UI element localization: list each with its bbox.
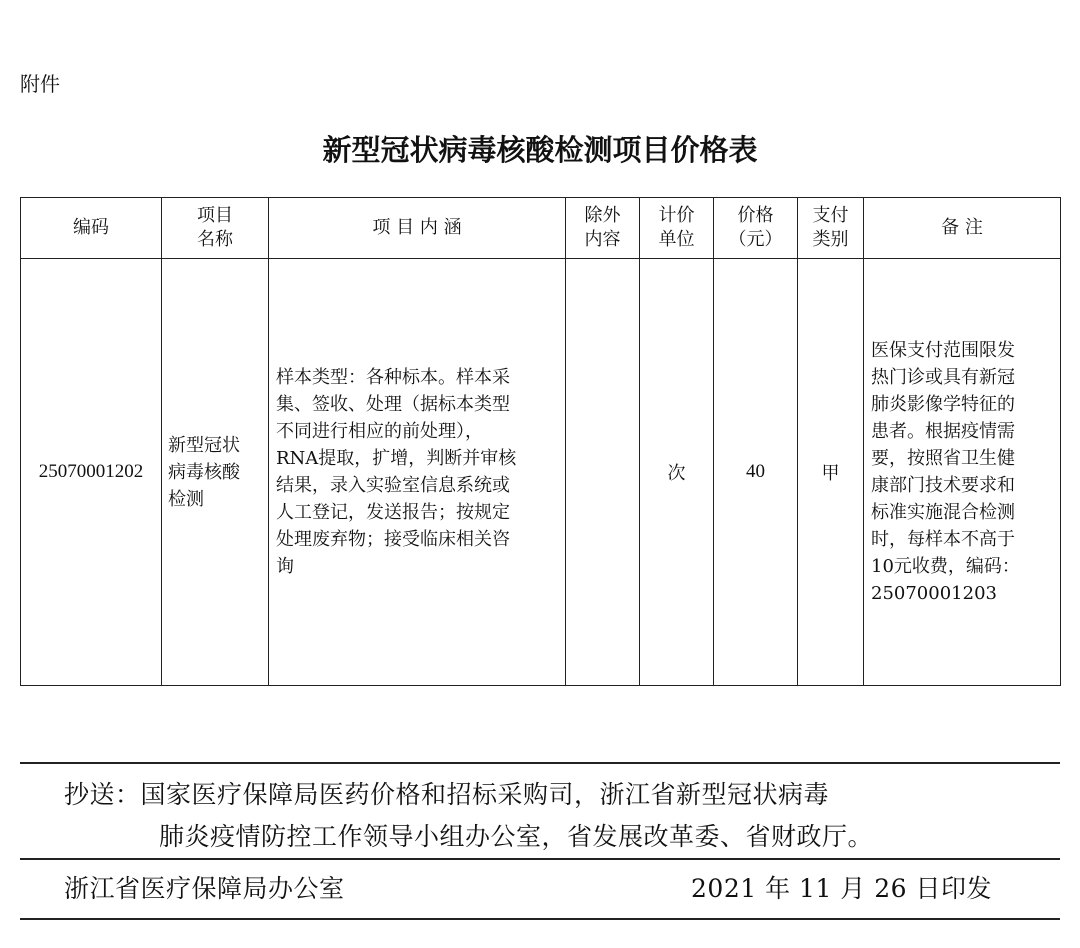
issuer: 浙江省医疗保障局办公室 xyxy=(64,874,345,903)
issue-date: 2021 年 11 月 26 日印发 xyxy=(691,874,992,903)
divider-bottom xyxy=(20,918,1060,920)
cell-code: 25070001202 xyxy=(21,259,162,686)
divider-top xyxy=(20,762,1060,764)
divider-middle xyxy=(20,858,1060,860)
cell-name: 新型冠状 病毒核酸 检测 xyxy=(162,259,269,686)
header-remarks: 备 注 xyxy=(864,198,1061,259)
cell-content: 样本类型：各种标本。样本采 集、签收、处理（据标本类型 不同进行相应的前处理）， RNA提取，扩增，判断并审核 结果，录入实验室信息系统或 人工登记，发送报告；按规定 处理废弃物；接受临床相关咨 询 xyxy=(269,259,566,686)
price-table xyxy=(20,197,1061,686)
cell-excluded xyxy=(566,259,640,686)
cc-block xyxy=(64,774,1024,858)
header-content: 项 目 内 涵 xyxy=(269,198,566,259)
header-unit: 计价 单位 xyxy=(640,198,714,259)
header-excluded: 除外 内容 xyxy=(566,198,640,259)
cell-price: 40 xyxy=(714,259,798,686)
page-title: 新型冠状病毒核酸检测项目价格表 xyxy=(322,133,758,167)
attachment-label: 附件 xyxy=(20,72,60,96)
table-row xyxy=(21,259,1061,686)
table-header-row xyxy=(21,198,1061,259)
cell-remarks: 医保支付范围限发 热门诊或具有新冠 肺炎影像学特征的 患者。根据疫情需 要，按照省卫生健 康部门技术要求和 标准实施混合检测 时，每样本不高于 10元收费，编码： 25070001203 xyxy=(864,259,1061,686)
cell-payment-category: 甲 xyxy=(798,259,864,686)
cc-line-2: 肺炎疫情防控工作领导小组办公室，省发展改革委、省财政厅。 xyxy=(159,822,874,851)
header-payment: 支付 类别 xyxy=(798,198,864,259)
cc-line-1: 抄送：国家医疗保障局医药价格和招标采购司，浙江省新型冠状病毒 xyxy=(64,780,830,809)
header-price: 价格 （元） xyxy=(714,198,798,259)
cell-unit: 次 xyxy=(640,259,714,686)
header-name: 项目 名称 xyxy=(162,198,269,259)
header-code: 编码 xyxy=(21,198,162,259)
